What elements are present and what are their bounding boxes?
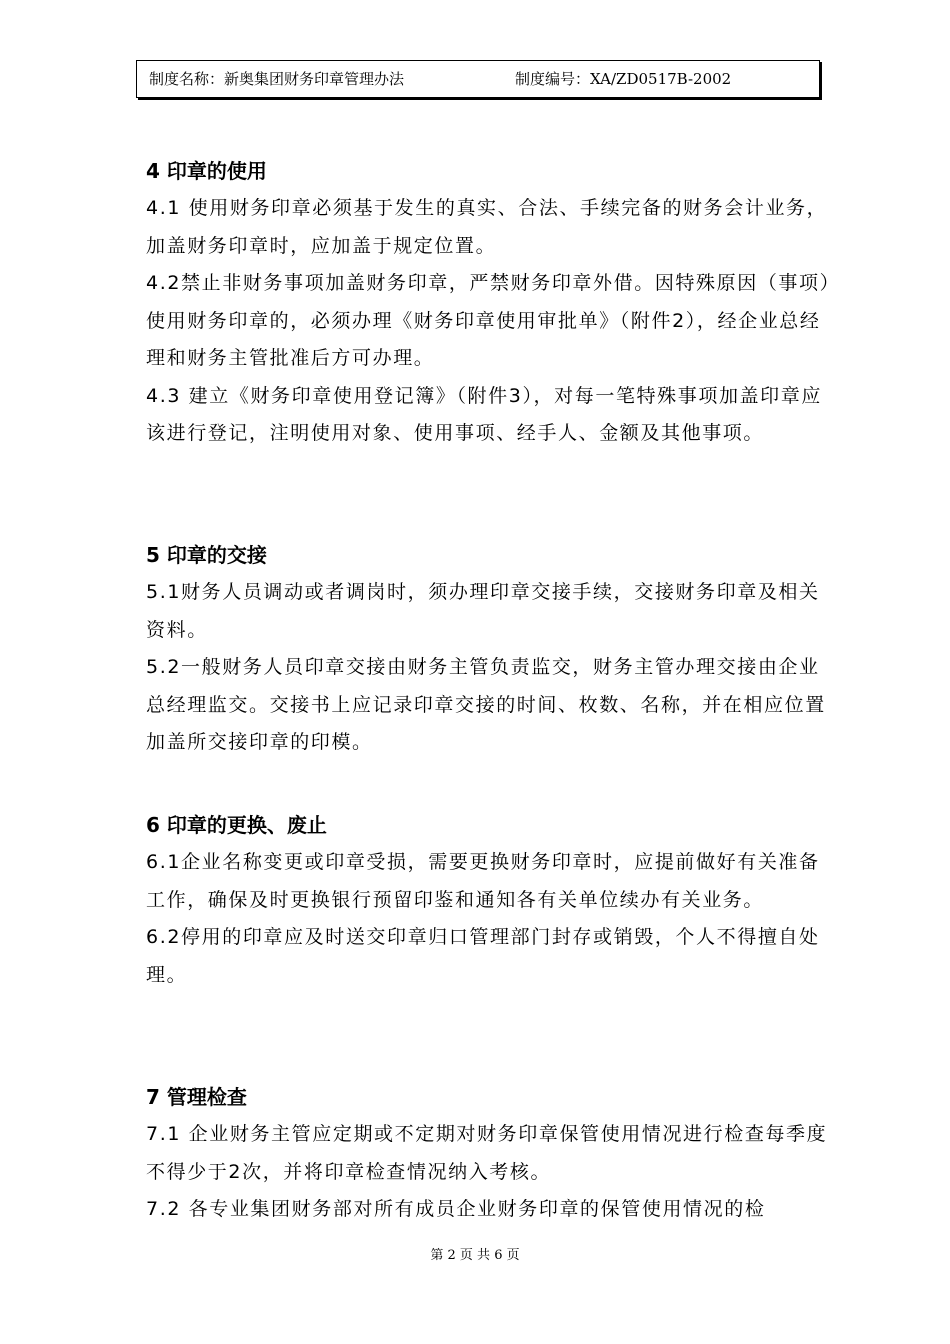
section-management-check xyxy=(146,1082,831,1229)
paragraph: 5.2一般财务人员印章交接由财务主管负责监交，财务主管办理交接由企业总经理监交。交接书上应记录印章交接的时间、枚数、名称，并在相应位置加盖所交接印章的印模。 xyxy=(146,656,826,753)
policy-name: 制度名称：新奥集团财务印章管理办法 xyxy=(149,70,405,88)
document-header xyxy=(136,60,820,98)
paragraph: 6.1企业名称变更或印章受损，需要更换财务印章时，应提前做好有关准备工作，确保及时更换银行预留印鉴和通知各有关单位续办有关业务。 xyxy=(146,851,820,911)
paragraph: 7.1 企业财务主管应定期或不定期对财务印章保管使用情况进行检查每季度不得少于2次，并将印章检查情况纳入考核。 xyxy=(146,1123,828,1183)
paragraph: 7.2 各专业集团财务部对所有成员企业财务印章的保管使用情况的检 xyxy=(146,1198,766,1220)
paragraph: 5.1财务人员调动或者调岗时，须办理印章交接手续，交接财务印章及相关资料。 xyxy=(146,581,820,641)
section-seal-replacement xyxy=(146,810,831,994)
policy-code: 制度编号：XA/ZD0517B-2002 xyxy=(515,70,732,88)
section-title: 6 印章的更换、废止 xyxy=(146,813,327,837)
section-seal-handover xyxy=(146,540,831,762)
page-number: 第 2 页 共 6 页 xyxy=(430,1248,520,1263)
paragraph: 6.2停用的印章应及时送交印章归口管理部门封存或销毁，个人不得擅自处理。 xyxy=(146,926,820,986)
section-title: 5 印章的交接 xyxy=(146,543,267,567)
section-seal-usage xyxy=(146,156,831,453)
paragraph: 4.3 建立《财务印章使用登记簿》（附件3），对每一笔特殊事项加盖印章应该进行登记，注明使用对象、使用事项、经手人、金额及其他事项。 xyxy=(146,384,822,444)
paragraph: 4.1 使用财务印章必须基于发生的真实、合法、手续完备的财务会计业务，加盖财务印章时，应加盖于规定位置。 xyxy=(146,197,828,257)
section-title: 4 印章的使用 xyxy=(146,159,267,183)
section-title: 7 管理检查 xyxy=(146,1085,247,1109)
paragraph: 4.2禁止非财务事项加盖财务印章，严禁财务印章外借。因特殊原因（事项）使用财务印章的，必须办理《财务印章使用审批单》（附件2），经企业总经理和财务主管批准后方可办理。 xyxy=(146,272,831,369)
